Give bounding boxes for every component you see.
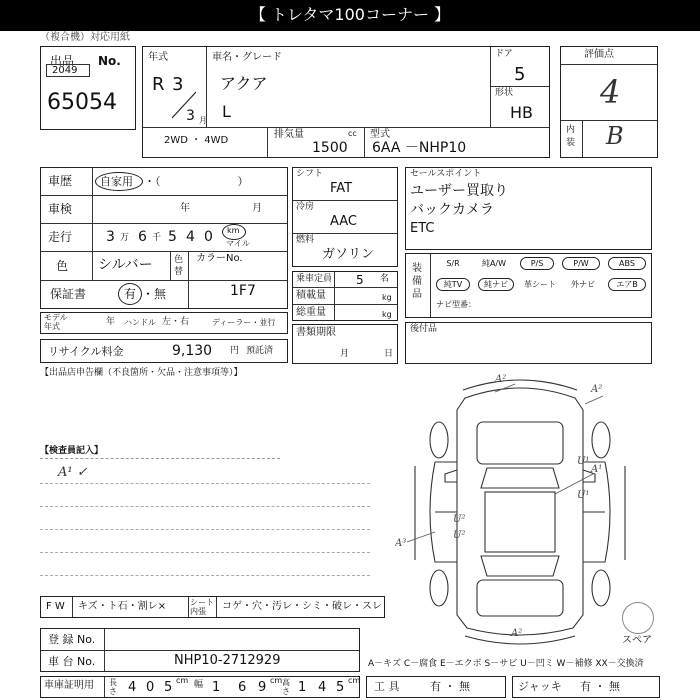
capacity-label: 乗車定員: [296, 274, 333, 284]
sales-point-1: ユーザー買取り: [410, 183, 508, 199]
equip-aftermarket-navi: 外ナビ: [571, 280, 595, 289]
sales-point-2: バックカメラ: [410, 202, 494, 218]
docs-month-unit: 月: [340, 349, 350, 359]
mileage-d4: 4: [186, 229, 195, 245]
month-unit: 月: [199, 116, 207, 125]
width-d1: 1: [212, 680, 221, 695]
model-label: 型式: [370, 129, 390, 140]
later-label: 後付品: [410, 324, 438, 334]
door-count: 5: [514, 64, 526, 85]
mark-right-door: A¹: [591, 464, 603, 475]
width-d3: 9: [258, 680, 267, 695]
year-label: 年式: [148, 52, 168, 63]
vehicle-name: アクア: [220, 74, 268, 93]
recycle-unit: 円: [230, 346, 240, 356]
sales-label: セールスポイント: [410, 169, 482, 179]
equip-airbag[interactable]: エアB: [608, 278, 646, 291]
drive-options: 2WD ・ 4WD: [164, 135, 229, 146]
mark-front-bumper: A²: [495, 374, 507, 385]
fuel-value: ガソリン: [322, 247, 375, 262]
seller-notes-label: 【出品店申告欄（不良箇所・欠品・注意事項等）】: [40, 368, 243, 378]
mark-left-door: U²: [453, 514, 466, 525]
year-value: 3: [172, 74, 184, 95]
mileage-d5: 0: [204, 229, 213, 245]
warranty-label: 保証書: [50, 287, 87, 301]
damage-legend: A－キズ C－腐食 E－エクボ S－サビ U－凹ミ W－補修 XX－交換済: [368, 659, 644, 669]
cert-label: 車庫証明用: [44, 680, 94, 691]
history-circle: [95, 172, 143, 191]
interior-score: B: [606, 122, 624, 150]
unit-mile: マイル: [226, 239, 250, 248]
jack-label: ジャッキ: [518, 680, 562, 693]
site-number: 2049: [52, 65, 78, 76]
sales-point-3: ETC: [410, 221, 435, 236]
shape-label: 形状: [495, 88, 514, 98]
name-label: 車名・グレード: [212, 52, 282, 63]
jack-value: 有 ・ 無: [580, 680, 620, 693]
inspector-label: 【検査員記入】: [40, 446, 104, 456]
sheet-note: （複合機）対応用紙: [40, 32, 130, 43]
score-label: 評価点: [584, 49, 614, 60]
color-label: 色: [56, 259, 69, 273]
equip-alloy-wheel: 純A/W: [481, 259, 507, 268]
recycle-amount: 9,130: [172, 343, 213, 359]
history-label: 車歴: [48, 174, 73, 188]
length-unit: cm: [176, 676, 189, 685]
inspection-month-unit: 月: [252, 203, 262, 214]
equip-sunroof: S/R: [446, 259, 460, 268]
km-circle: [222, 224, 246, 240]
inspector-text: A¹ ✓: [58, 465, 88, 480]
inspection-label: 車検: [48, 202, 73, 216]
dealer-label: ディーラー・並行: [212, 318, 276, 327]
month-value: 3: [186, 108, 195, 124]
overall-score: 4: [600, 73, 621, 111]
width-unit: cm: [270, 676, 283, 685]
length-label: 長さ: [109, 678, 117, 696]
equip-navi[interactable]: 純ナビ: [478, 278, 514, 291]
warranty-no: ・無: [142, 287, 167, 301]
mark-right-rear: U¹: [577, 490, 590, 501]
mark-left-side: A³: [395, 538, 407, 549]
warranty-yes: 有: [124, 287, 137, 301]
equip-tv[interactable]: 純TV: [436, 278, 470, 291]
width-label: 幅: [194, 680, 204, 690]
color-no-label: カラーNo.: [196, 253, 243, 264]
displacement-unit: cc: [348, 129, 357, 138]
history-rest: ・（ ）: [144, 175, 249, 188]
year-era: R: [152, 74, 165, 95]
height-d1: 1: [298, 680, 307, 695]
capacity-unit: 名: [380, 274, 390, 284]
height-d3: 5: [336, 680, 345, 695]
site-label: 出品: [50, 54, 75, 68]
color-no: 1F7: [230, 283, 256, 299]
no-label: No.: [98, 54, 121, 68]
door-label: ドア: [495, 49, 513, 59]
gross-unit: kg: [382, 310, 392, 319]
site-number-bracket: [46, 64, 90, 77]
mark-right-panel: U¹: [577, 456, 590, 467]
docs-label: 書類期限: [296, 327, 336, 338]
gross-label: 総重量: [296, 307, 326, 318]
width-d2: 6: [238, 680, 247, 695]
displacement-value: 1500: [312, 140, 348, 156]
color-value: シルバー: [98, 257, 153, 273]
seat-items: コゲ・穴・汚レ・シミ・破レ・スレ: [222, 601, 382, 612]
lot-number: 65054: [47, 90, 117, 115]
tools-value: 有 ・ 無: [430, 680, 470, 693]
mark-left-rear: U²: [453, 530, 466, 541]
navi-model-label: ナビ型番：: [436, 300, 476, 309]
equip-abs[interactable]: ABS: [608, 257, 646, 270]
capacity-value: 5: [356, 273, 364, 287]
fw-items: キズ・ト石・割レ×: [78, 601, 167, 612]
spare-tire: [622, 602, 654, 634]
tools-label: 工 具: [374, 680, 400, 693]
interior-label: 内装: [566, 125, 576, 148]
chassis-number: NHP10-2712929: [174, 653, 281, 668]
recycle-note: 預託済: [246, 346, 274, 356]
load-unit: kg: [382, 293, 392, 302]
equip-power-steering[interactable]: P/S: [520, 257, 554, 270]
body-shape: HB: [510, 103, 534, 122]
spare-label: スペア: [622, 635, 652, 646]
docs-day-unit: 日: [384, 349, 394, 359]
shift-label: シフト: [296, 169, 324, 179]
load-label: 積載量: [296, 290, 326, 301]
color-change-label: 色替: [174, 255, 184, 277]
vehicle-grade: L: [222, 102, 231, 121]
equip-power-window[interactable]: P/W: [562, 257, 600, 270]
model-code: 6AA －NHP10: [372, 140, 467, 156]
shift-value: FAT: [330, 181, 353, 196]
model-year-label: モデル年式: [44, 313, 68, 331]
mileage-label: 走行: [48, 230, 73, 244]
handle-value: 左・右: [162, 317, 190, 327]
displacement-label: 排気量: [274, 129, 304, 140]
reg-label: 登 録 No.: [48, 633, 96, 646]
history-value: 自家用: [100, 175, 133, 188]
height-label: 高さ: [282, 678, 290, 696]
ac-value: AAC: [330, 214, 357, 229]
mileage-d2: 6: [138, 229, 147, 245]
mark-rear-bumper: A²: [511, 628, 523, 639]
unit-km: km: [227, 226, 240, 235]
height-unit: cm: [348, 676, 361, 685]
misc-year-unit: 年: [106, 317, 116, 327]
unit-man: 万: [120, 233, 130, 243]
equip-leather-seat: 革シート: [524, 280, 556, 289]
length-d3: 5: [164, 680, 173, 695]
chassis-label: 車 台 No.: [48, 655, 96, 668]
fuel-label: 燃料: [296, 235, 315, 245]
recycle-label: リサイクル料金: [48, 345, 124, 358]
inspection-year-unit: 年: [180, 203, 190, 214]
later-box: [405, 322, 652, 364]
mark-front-right: A²: [591, 384, 603, 395]
page-title: 【 トレタマ100コーナー 】: [249, 5, 451, 24]
height-d2: 4: [318, 680, 327, 695]
unit-sen: 千: [152, 233, 162, 243]
fw-label: F W: [46, 601, 65, 612]
length-d2: 0: [146, 680, 155, 695]
mileage-d3: 5: [168, 229, 177, 245]
ac-label: 冷房: [296, 202, 315, 212]
car-damage-diagram: [395, 370, 645, 655]
seat-label: シート内張: [190, 598, 214, 616]
mileage-d1: 3: [106, 229, 115, 245]
equipment-label: 装備品: [412, 263, 422, 300]
length-d1: 4: [128, 680, 137, 695]
handle-label: ハンドル: [124, 318, 156, 327]
warranty-circle: [118, 283, 142, 305]
